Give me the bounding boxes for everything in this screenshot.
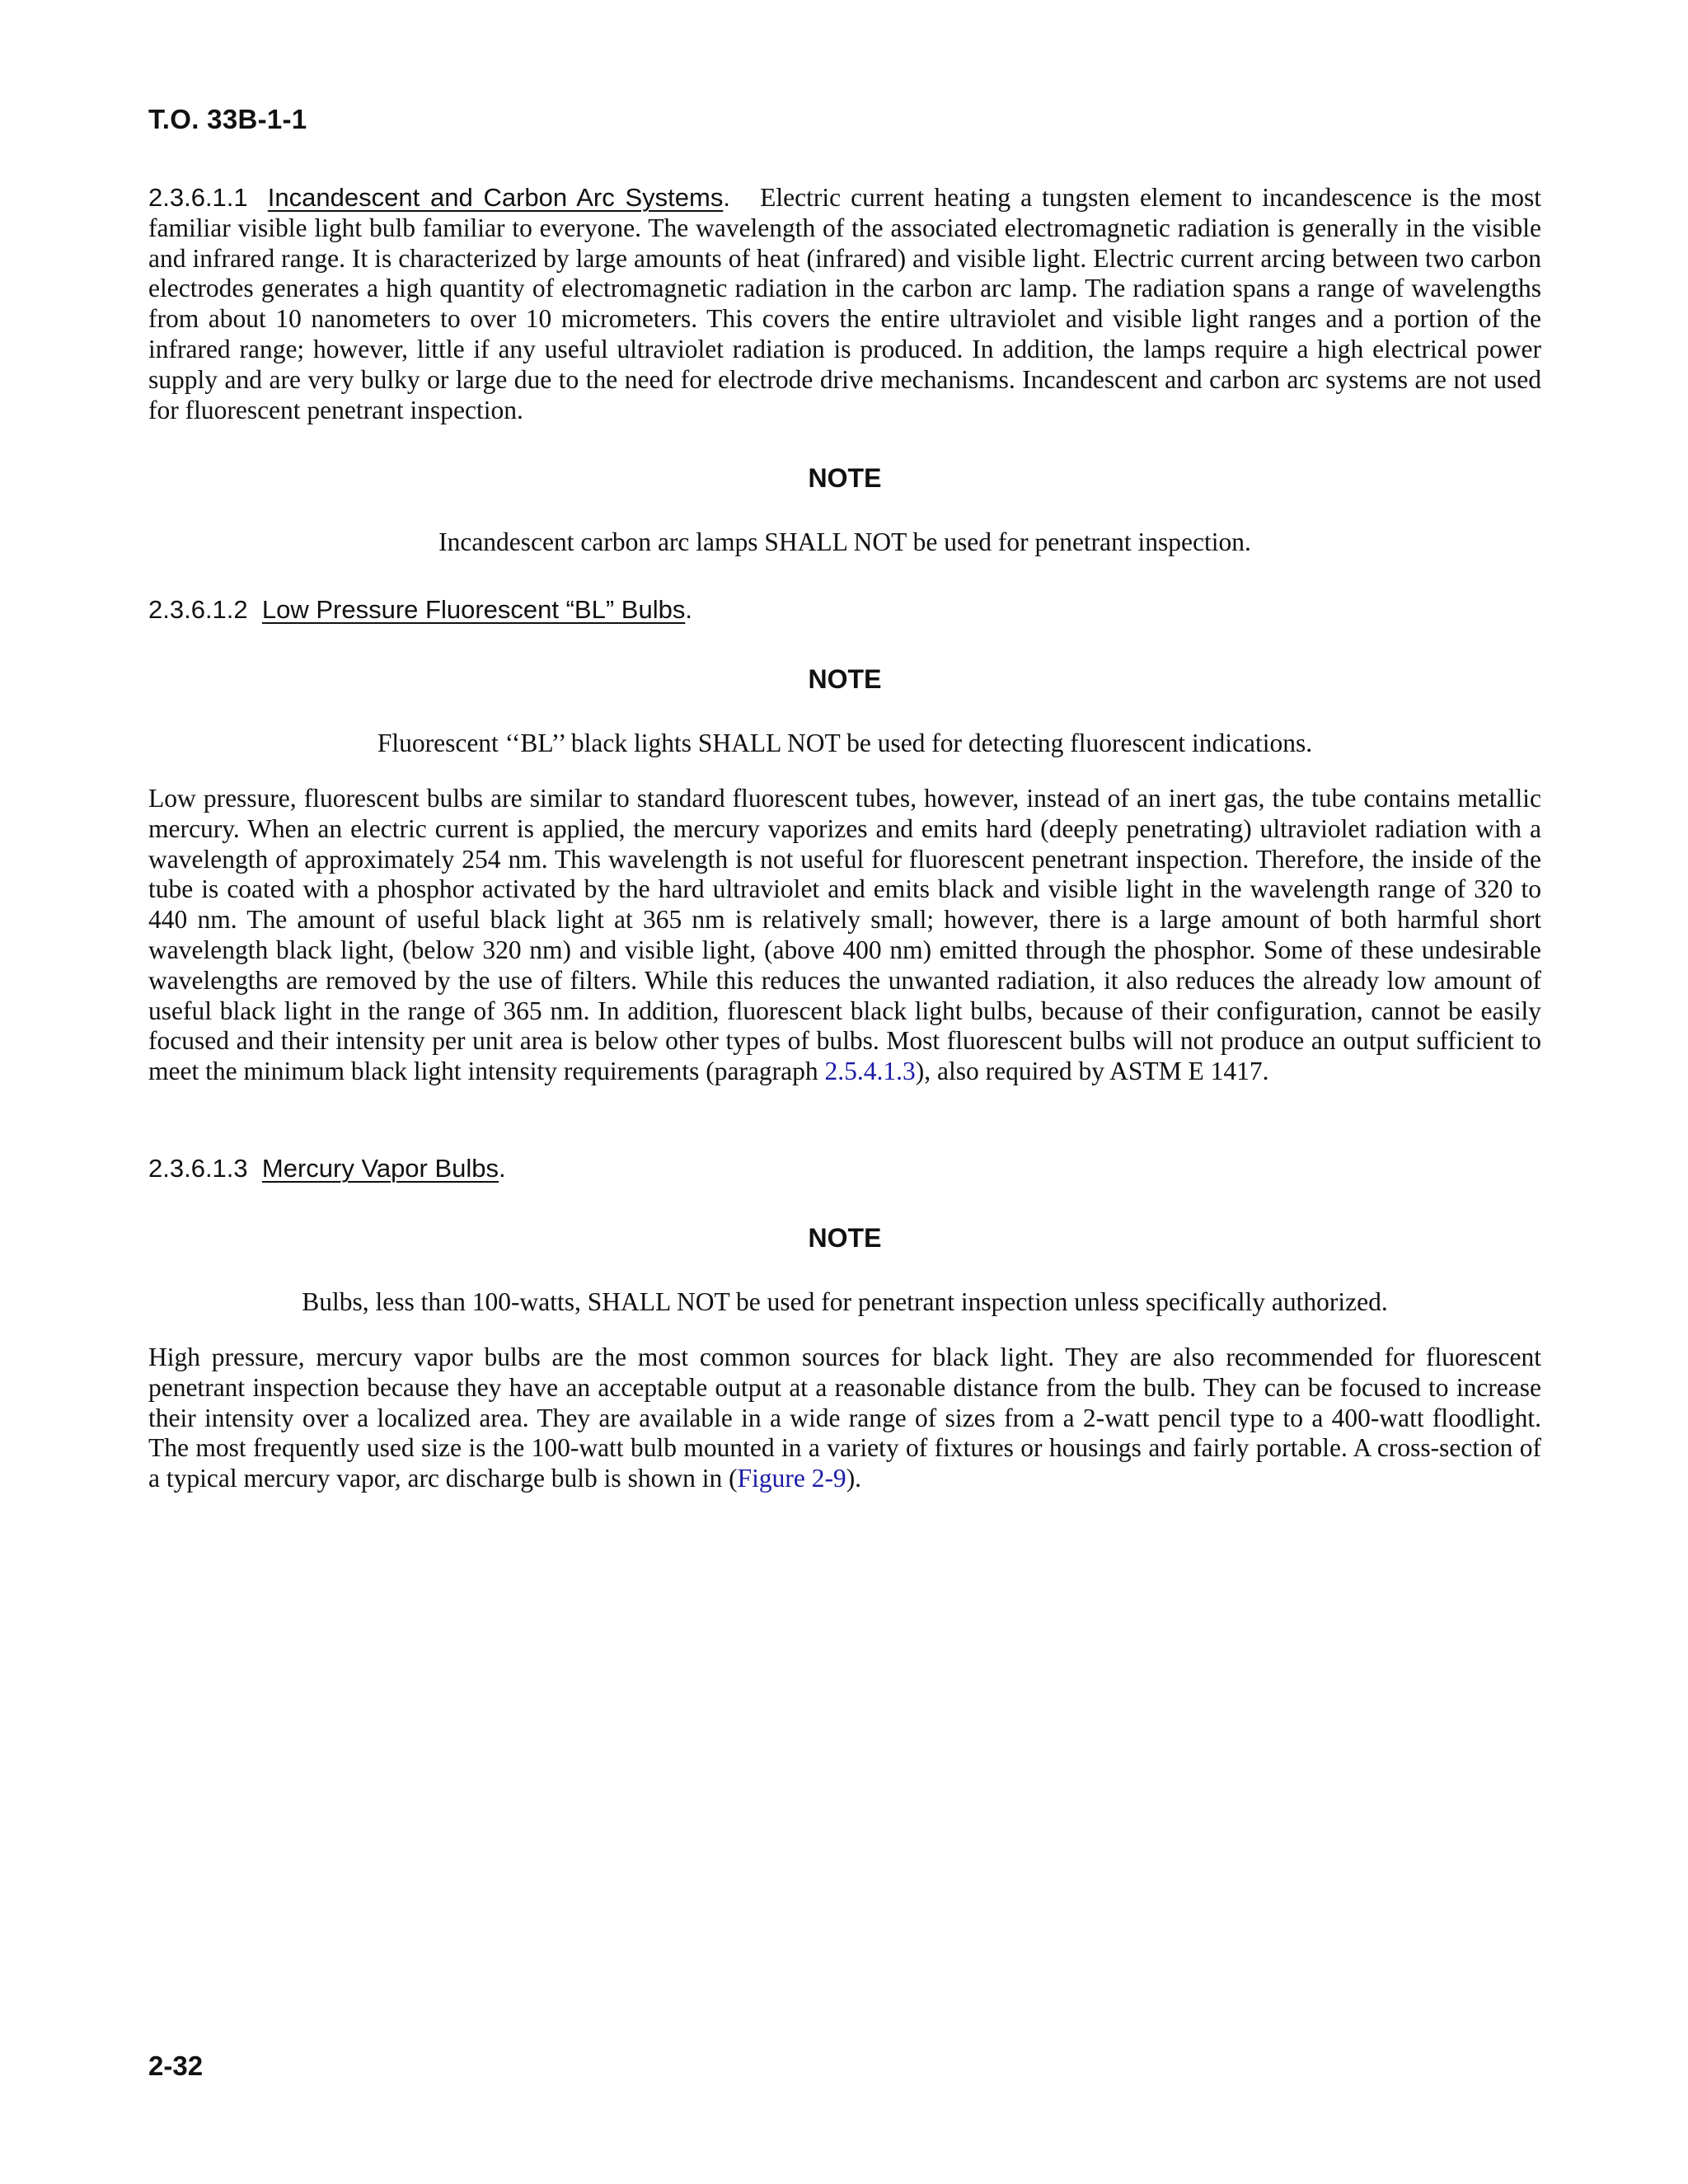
- page-number: 2-32: [148, 2050, 204, 2081]
- section-title-period: .: [685, 595, 692, 624]
- note-text-2: Fluorescent ‘‘BL’’ black lights SHALL NOT be used for detecting fluorescent indications.: [377, 729, 1313, 757]
- section-title-period: .: [499, 1154, 506, 1183]
- section-incandescent-carbon-arc: [148, 183, 1541, 425]
- section-number: 2.3.6.1.2: [148, 595, 248, 624]
- section-body-text: Low pressure, fluorescent bulbs are similar to standard fluorescent tubes, however, instead of an inert gas, the tube contains metallic mercury. When an electric current is applied, the mercury vaporizes and emits hard (deeply penetrating) ultraviolet radiation with a wavelength of approximately 254 nm. This wavelength is not useful for fluorescent penetrant inspection. Therefore, the inside of the tube is coated with a phosphor activated by the hard ultraviolet and emits black and visible light in the wavelength range of 320 to 440 nm. The amount of useful black light at 365 nm is relatively small; however, there is a large amount of both harmful short wavelength black light, (below 320 nm) and visible light, (above 400 nm) emitted through the phosphor. Some of these undesirable wavelengths are removed by the use of filters. While this reduces the unwanted radiation, it also reduces the already low amount of useful black light in the range of 365 nm. In addition, fluorescent black light bulbs, because of their configuration, cannot be easily focused and their intensity per unit area is below other types of bulbs. Most fluorescent bulbs will not produce an output sufficient to meet the minimum black light intensity requirements (paragraph: [148, 784, 1541, 1086]
- section-low-pressure-body: [148, 784, 1541, 1087]
- document-page: [148, 0, 1541, 2184]
- section-body-text-tail: ), also required by ASTM E 1417.: [915, 1057, 1269, 1086]
- section-paragraph: [148, 784, 1541, 1087]
- section-body-text: High pressure, mercury vapor bulbs are the most common sources for black light. They are also recommended for fluorescent penetrant inspection because they have an acceptable output at a reasonable distance from the bulb. They can be focused to increase their intensity over a localized area. They are available in a wide range of sizes from a 2-watt pencil type to a 400-watt floodlight. The most frequently used size is the 100-watt bulb mounted in a variety of fixtures or housings and fairly portable. A cross-section of a typical mercury vapor, arc discharge bulb is shown in (: [148, 1343, 1541, 1493]
- section-body-text-tail: ).: [846, 1464, 862, 1493]
- note-title-2: NOTE: [808, 664, 882, 694]
- section-paragraph: [148, 1343, 1541, 1494]
- paragraph-reference-link[interactable]: 2.5.4.1.3: [824, 1057, 916, 1086]
- note-title-1: NOTE: [808, 463, 882, 493]
- section-mercury-vapor-body: [148, 1343, 1541, 1494]
- note-text-1: Incandescent carbon arc lamps SHALL NOT be used for penetrant inspection.: [438, 527, 1251, 556]
- section-heading-mercury-vapor: [148, 1154, 506, 1183]
- document-id-header: T.O. 33B-1-1: [148, 104, 307, 134]
- section-number: 2.3.6.1.3: [148, 1154, 248, 1183]
- section-title: Mercury Vapor Bulbs: [261, 1154, 499, 1183]
- note-text-3: Bulbs, less than 100-watts, SHALL NOT be used for penetrant inspection unless specifically authorized.: [302, 1287, 1388, 1316]
- section-title: Incandescent and Carbon Arc Systems: [267, 183, 724, 212]
- section-paragraph: [148, 183, 1541, 425]
- section-title: Low Pressure Fluorescent “BL” Bulbs: [261, 595, 686, 624]
- section-body-text: Electric current heating a tungsten element to incandescence is the most familiar visible light bulb familiar to everyone. The wavelength of the associated electromagnetic radiation is generally in the visible and infrared range. It is characterized by large amounts of heat (infrared) and visible light. Electric current arcing between two carbon electrodes generates a high quantity of electromagnetic radiation in the carbon arc lamp. The radiation spans a range of wavelengths from about 10 nanometers to over 10 micrometers. This covers the entire ultraviolet and visible light ranges and a portion of the infrared range; however, little if any useful ultraviolet radiation is produced. In addition, the lamps require a high electrical power supply and are very bulky or large due to the need for electrode drive mechanisms. Incandescent and carbon arc systems are not used for fluorescent penetrant inspection.: [148, 183, 1542, 424]
- note-title-3: NOTE: [808, 1223, 882, 1253]
- section-number: 2.3.6.1.1: [148, 183, 248, 212]
- section-title-period: .: [723, 183, 730, 212]
- figure-reference-link[interactable]: Figure 2-9: [737, 1464, 846, 1493]
- section-heading-low-pressure: [148, 595, 692, 625]
